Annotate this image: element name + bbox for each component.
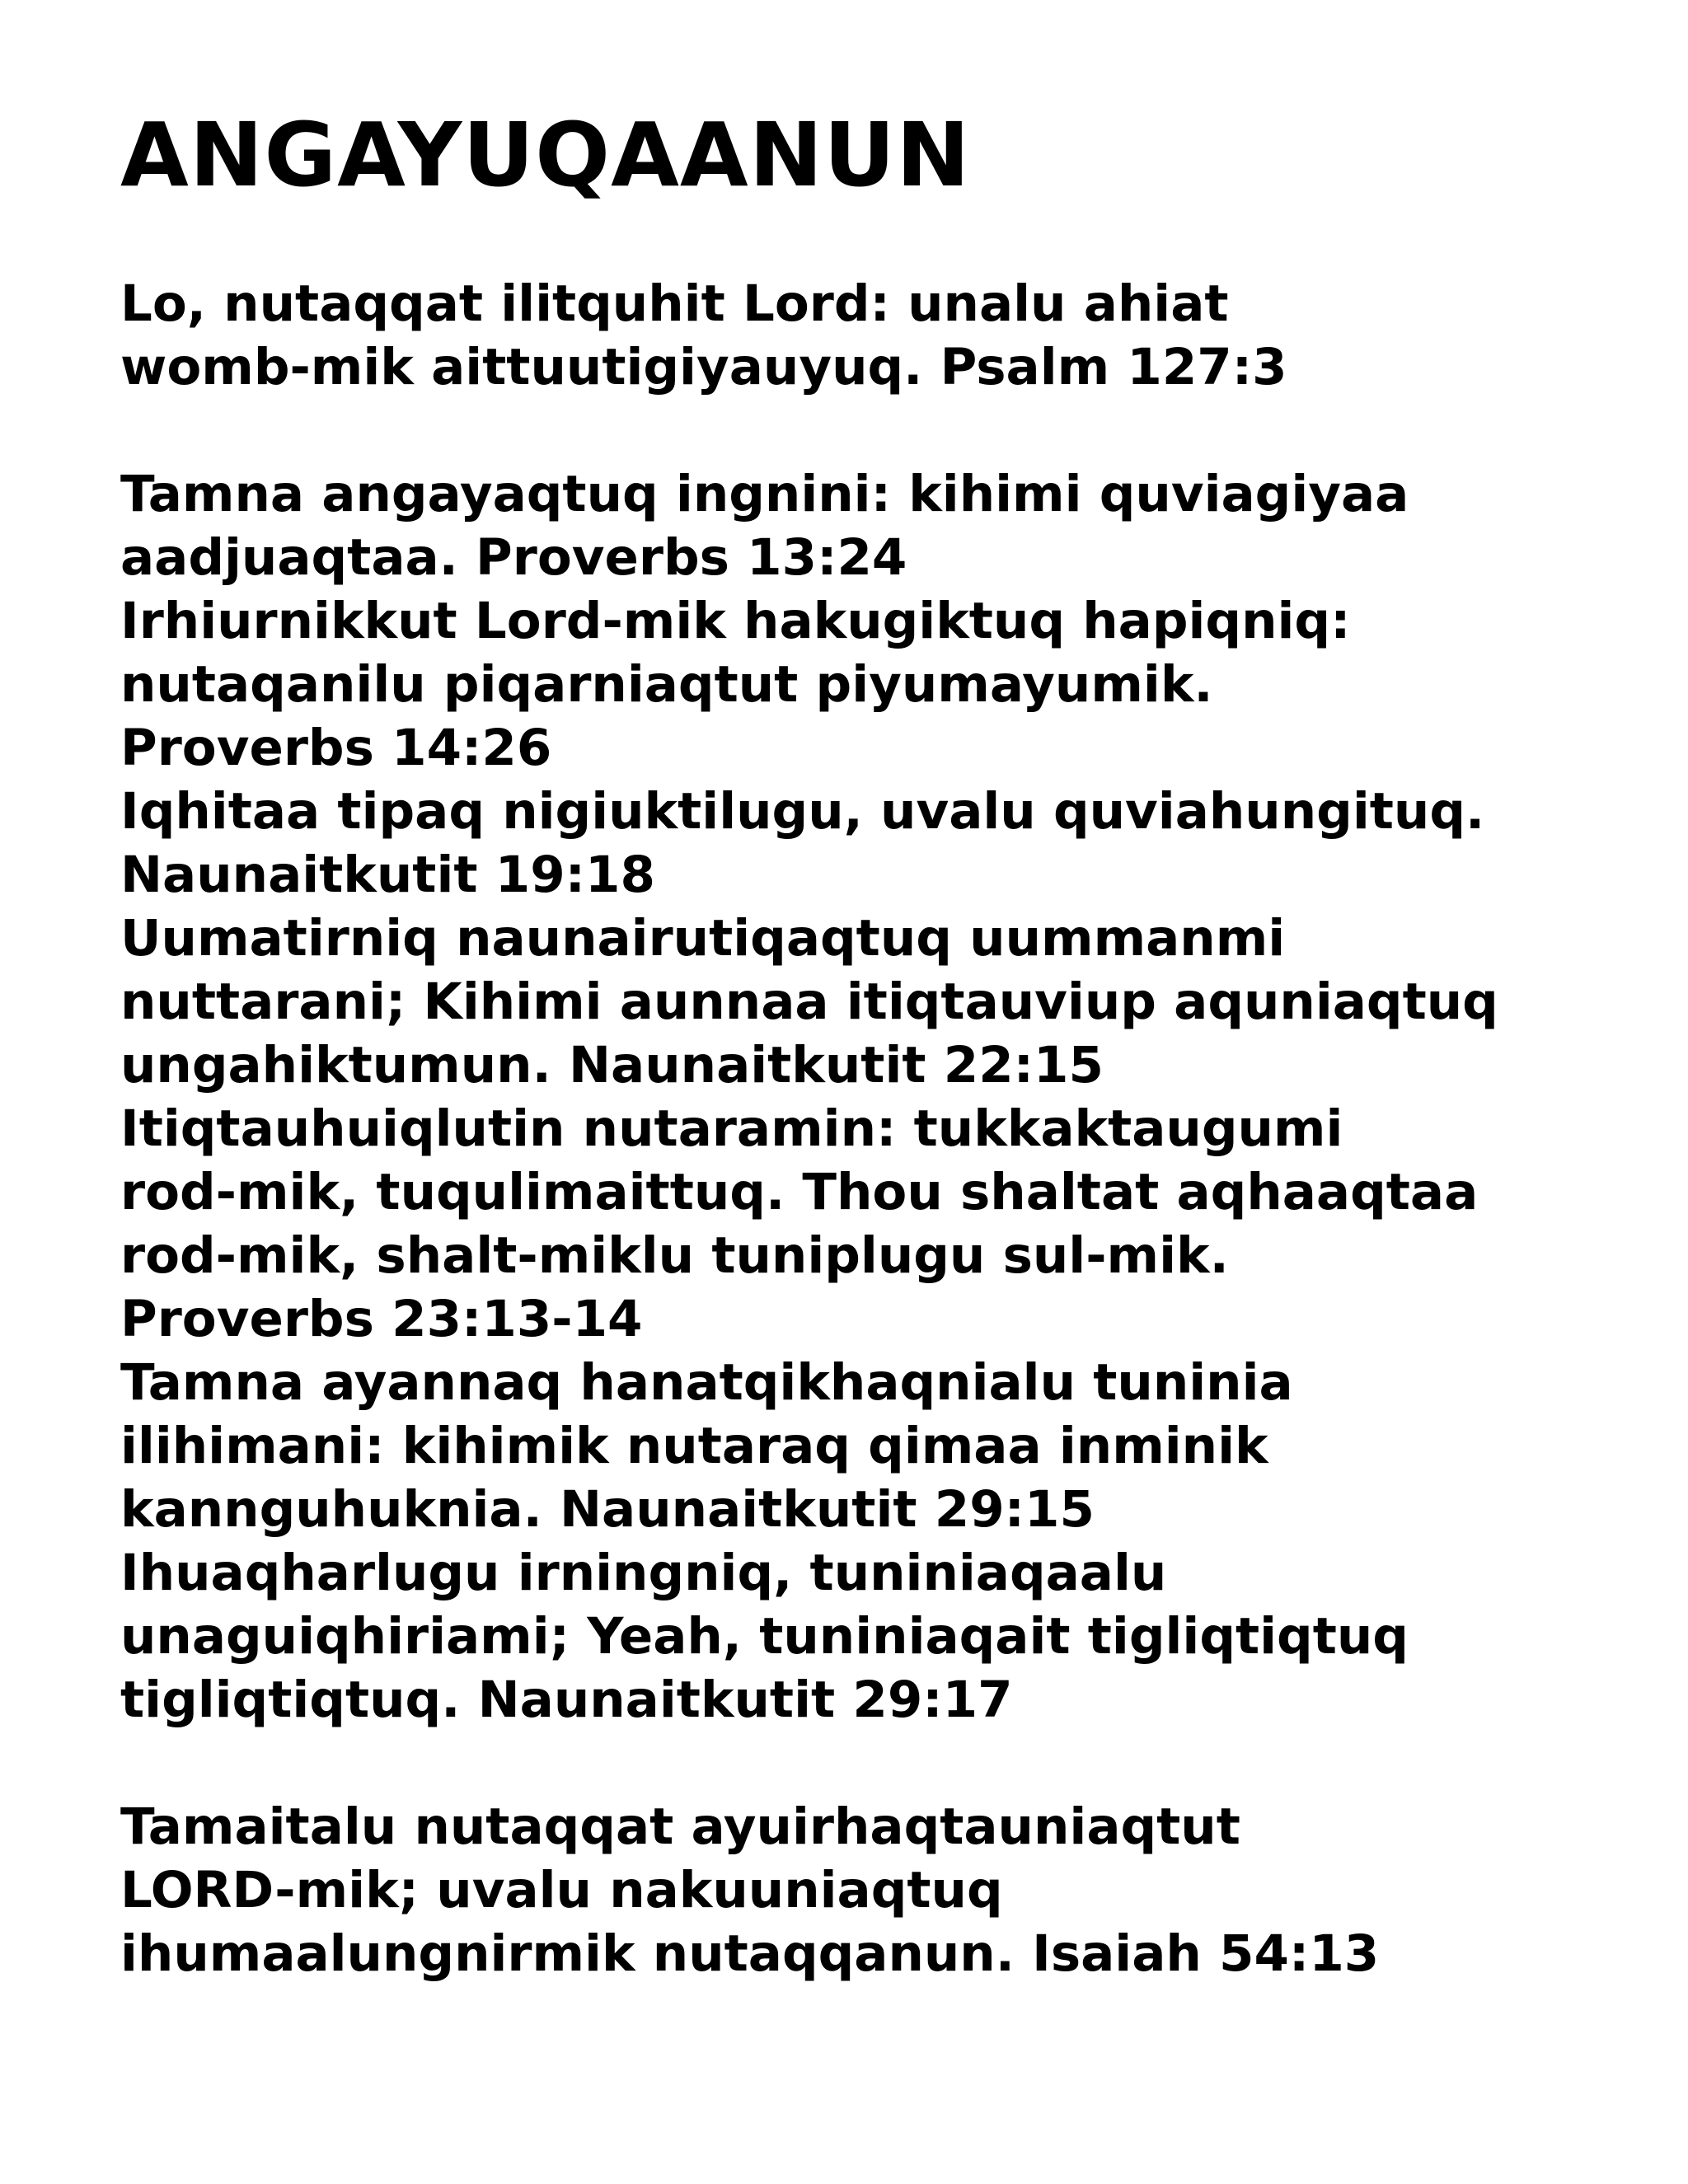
text-line: Itiqtauhuiqlutin nutaramin: tukkaktaugumi bbox=[120, 1099, 1343, 1158]
text-line: Tamaitalu nutaqqat ayuirhaqtauniaqtut bbox=[120, 1797, 1240, 1856]
text-line: kannguhuknia. Naunaitkutit 29:15 bbox=[120, 1480, 1095, 1539]
text-line: Naunaitkutit 19:18 bbox=[120, 846, 655, 904]
text-line: unaguiqhiriami; Yeah, tuniniaqait tigliqtiqtuq bbox=[120, 1607, 1409, 1666]
text-line: Proverbs 23:13-14 bbox=[120, 1290, 643, 1348]
paragraph-gap bbox=[120, 399, 1653, 462]
paragraph-gap bbox=[120, 1732, 1653, 1795]
verse-section-3 bbox=[120, 1795, 1653, 1985]
text-line: Lo, nutaqqat ilitquhit Lord: unalu ahiat bbox=[120, 274, 1229, 333]
text-line: aadjuaqtaa. Proverbs 13:24 bbox=[120, 528, 907, 587]
text-line: Tamna ayannaq hanatqikhaqnialu tuninia bbox=[120, 1353, 1293, 1412]
text-line: nuttarani; Kihimi aunnaa itiqtauviup aquniaqtuq bbox=[120, 972, 1498, 1031]
text-line: ihumaalungnirmik nutaqqanun. Isaiah 54:13 bbox=[120, 1924, 1380, 1983]
text-line: tigliqtiqtuq. Naunaitkutit 29:17 bbox=[120, 1671, 1013, 1729]
text-line: rod-mik, tuqulimaittuq. Thou shaltat aqhaaqtaa bbox=[120, 1163, 1479, 1221]
verse-section-2 bbox=[120, 462, 1653, 1732]
text-line: Ihuaqharlugu irningniq, tuniniaqaalu bbox=[120, 1544, 1167, 1602]
verse-section-1 bbox=[120, 272, 1653, 399]
text-line: Proverbs 14:26 bbox=[120, 719, 552, 777]
page-title: ANGAYUQAANUN bbox=[120, 105, 971, 207]
text-line: LORD-mik; uvalu nakuuniaqtuq bbox=[120, 1861, 1003, 1919]
text-line: rod-mik, shalt-miklu tuniplugu sul-mik. bbox=[120, 1226, 1229, 1285]
text-line: Iqhitaa tipaq nigiuktilugu, uvalu quviahungituq. bbox=[120, 782, 1485, 841]
text-line: ungahiktumun. Naunaitkutit 22:15 bbox=[120, 1036, 1104, 1094]
text-line: Tamna angayaqtuq ingnini: kihimi quviagiyaa bbox=[120, 465, 1409, 523]
document-page bbox=[120, 107, 1653, 1985]
text-line: Irhiurnikkut Lord-mik hakugiktuq hapiqniq: bbox=[120, 592, 1351, 650]
text-line: nutaqanilu piqarniaqtut piyumayumik. bbox=[120, 655, 1213, 714]
text-line: ilihimani: kihimik nutaraq qimaa inminik bbox=[120, 1417, 1268, 1475]
text-line: Uumatirniq naunairutiqaqtuq uummanmi bbox=[120, 909, 1286, 968]
text-line: womb-mik aittuutigiyauyuq. Psalm 127:3 bbox=[120, 338, 1287, 396]
